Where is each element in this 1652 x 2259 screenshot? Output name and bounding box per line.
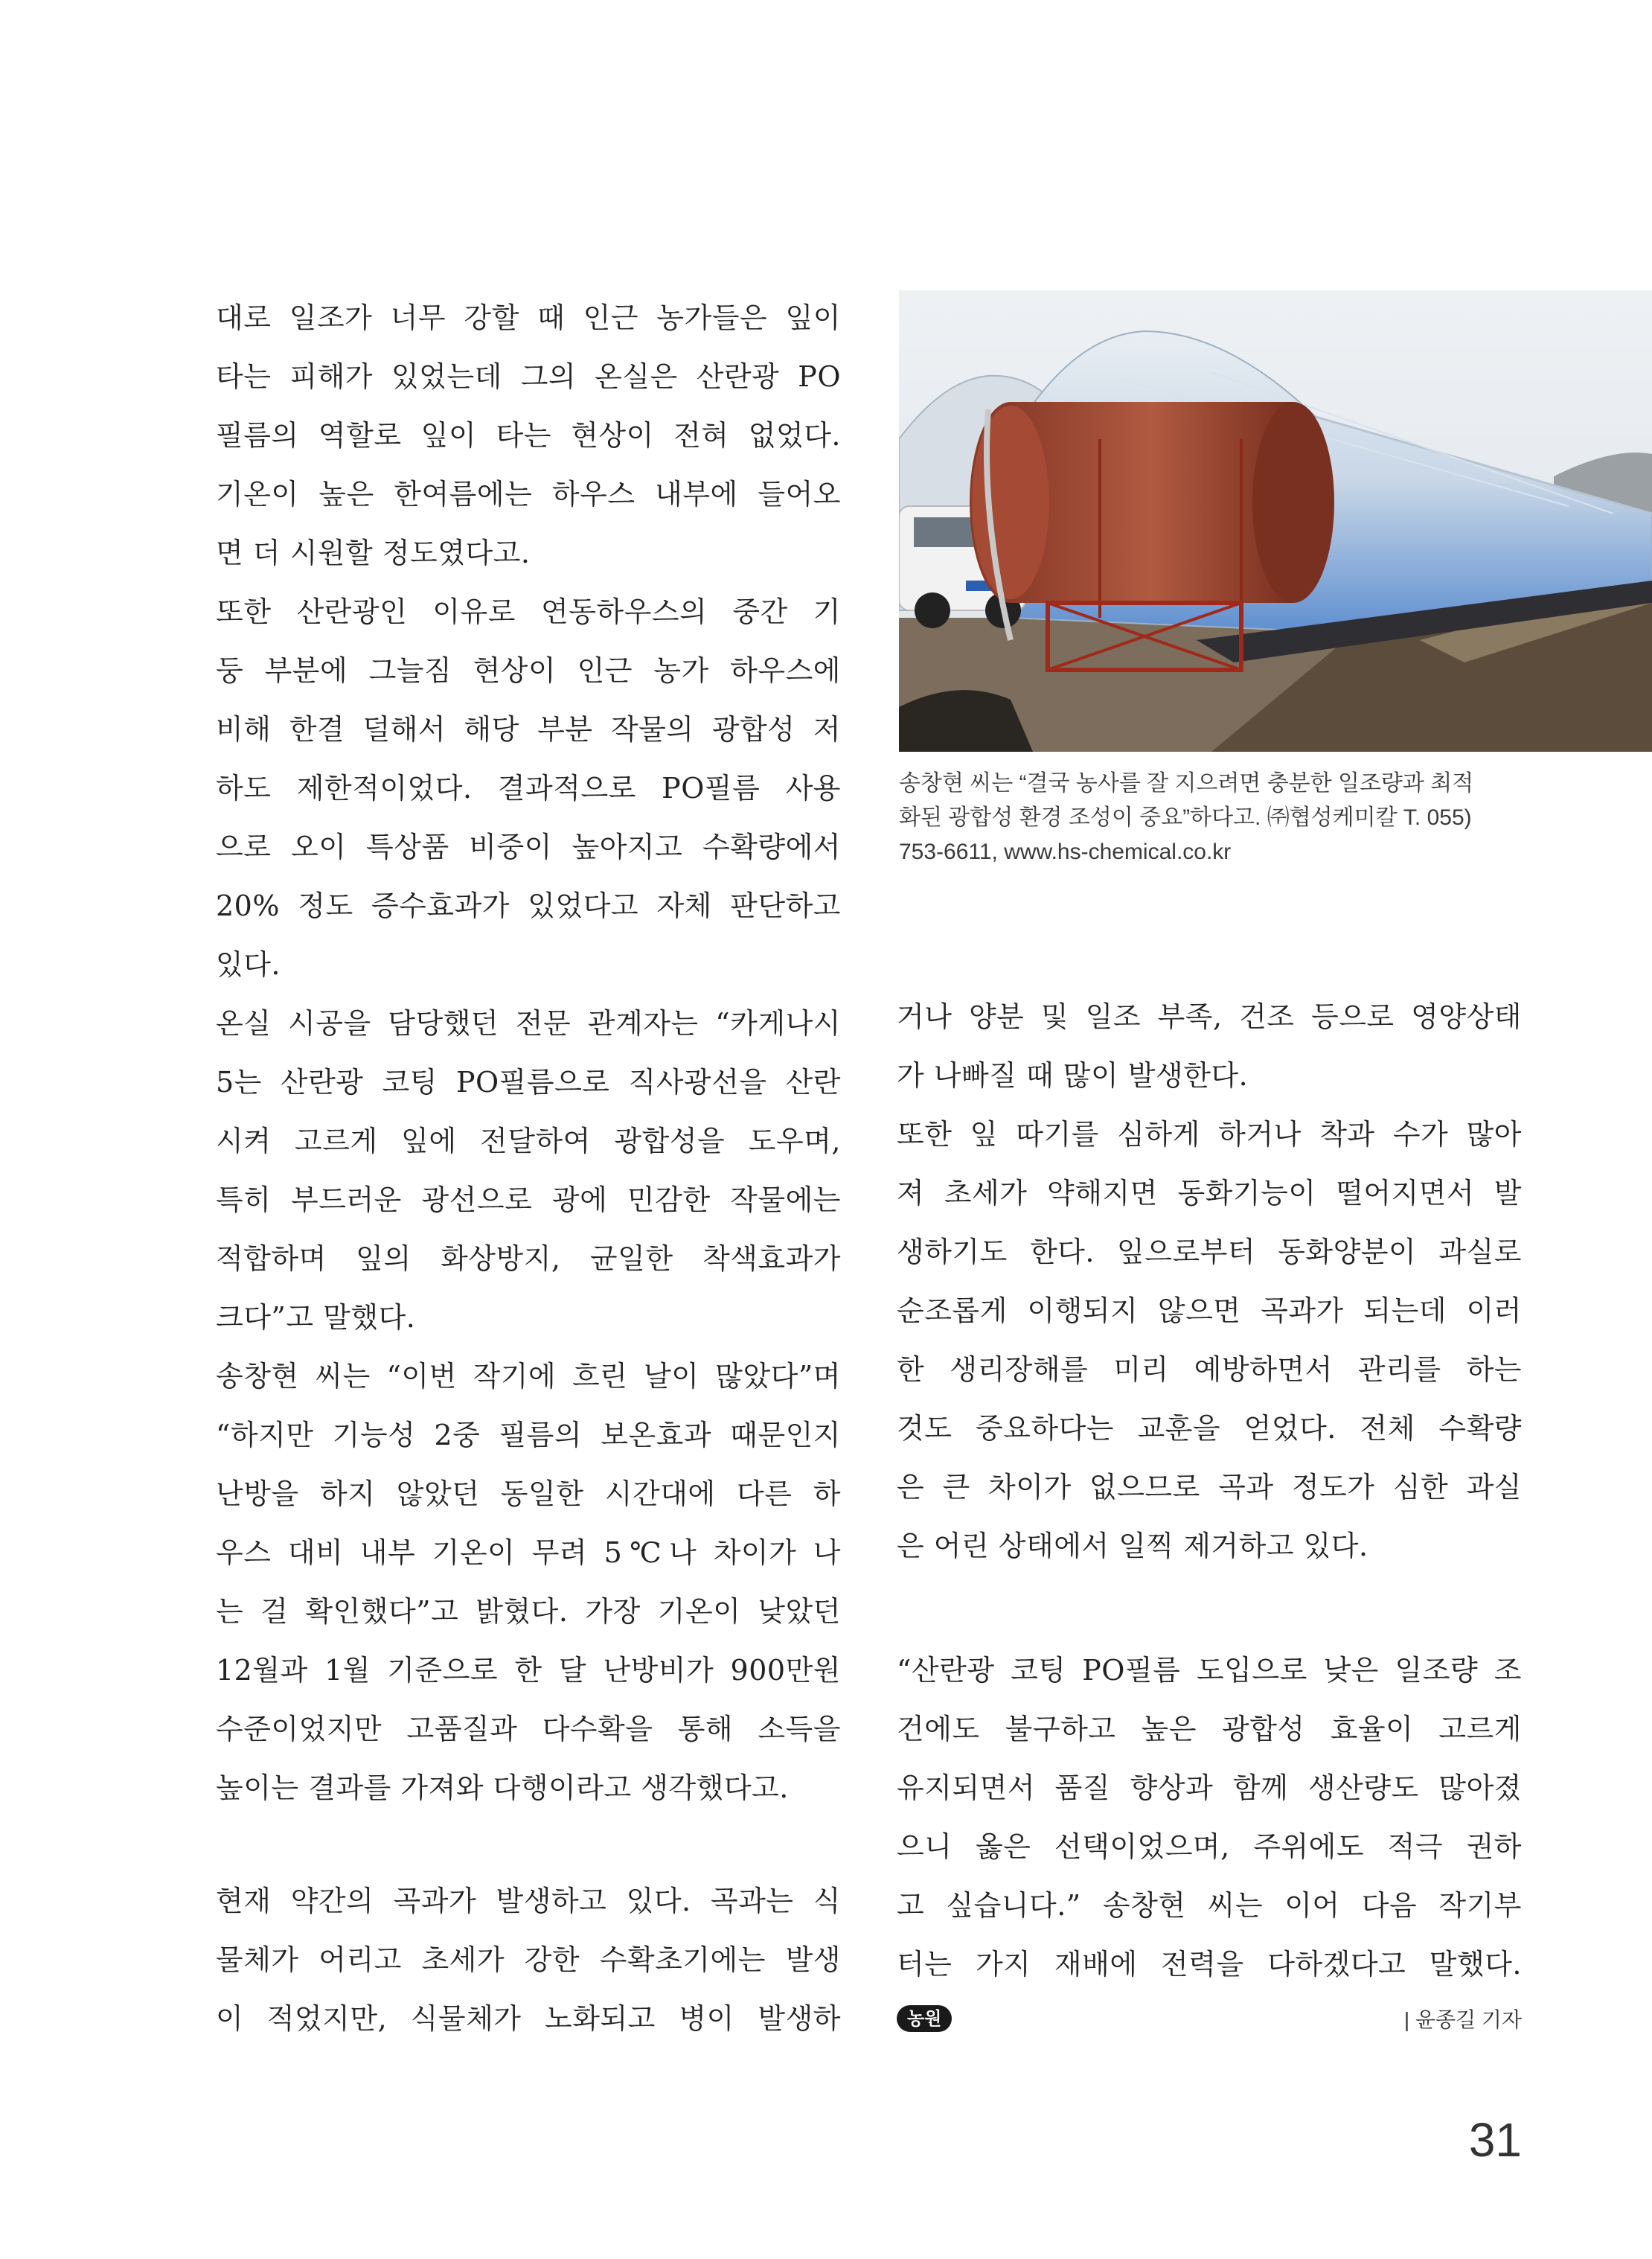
right-column-bottom [897,1641,1522,1994]
text-line: 시켜 고르게 잎에 전달하여 광합성을 도우며, [216,1125,841,1157]
photo-caption [899,767,1539,869]
text-line: 난방을 하지 않았던 동일한 시간대에 다른 하 [216,1477,841,1510]
caption-line: 753-6611, www.hs-chemical.co.kr [899,840,1232,864]
text-line: 특히 부드러운 광선으로 광에 민감한 작물에는 [216,1183,841,1216]
text-line: 으니 옳은 선택이었으며, 주위에도 적극 권하 [897,1830,1522,1863]
text-line: 높이는 결과를 가져와 다행이라고 생각했다고. [216,1771,789,1804]
text-line: 비해 한결 덜해서 해당 부분 작물의 광합성 저 [216,713,841,746]
text-line: 하도 제한적이었다. 결과적으로 PO필름 사용 [216,772,841,805]
text-line: “산란광 코팅 PO필름 도입으로 낮은 일조량 조 [897,1654,1522,1687]
text-line: 면 더 시원할 정도였다고. [216,537,531,569]
text-line: 순조롭게 이행되지 않으면 곡과가 되는데 이러 [897,1294,1522,1327]
text-line: 20% 정도 증수효과가 있었다고 자체 판단하고 [216,889,841,922]
byline: | 윤종길 기자 [1403,2008,1522,2031]
text-line: 유지되면서 품질 향상과 함께 생산량도 많아졌 [897,1771,1522,1804]
text-line: 고 싶습니다.” 송창현 씨는 이어 다음 작기부 [897,1889,1522,1922]
text-line: 타는 피해가 있었는데 그의 온실은 산란광 PO [216,360,841,393]
text-line: 거나 양분 및 일조 부족, 건조 등으로 영양상태 [897,1000,1522,1033]
caption-line: 송창현 씨는 “결국 농사를 잘 지으려면 충분한 일조량과 최적 [899,771,1474,796]
text-line: 또한 잎 따기를 심하게 하거나 착과 수가 많아 [897,1118,1522,1151]
left-column-bottom [216,1872,841,2048]
greenhouse-image [899,290,1652,752]
text-line: 대로 일조가 너무 강할 때 인근 농가들은 잎이 [216,301,841,334]
text-line: 는 걸 확인했다”고 밝혔다. 가장 기온이 낮았던 [216,1595,841,1628]
text-line: 5는 산란광 코팅 PO필름으로 직사광선을 산란 [216,1066,841,1099]
text-line: 은 어린 상태에서 일찍 제거하고 있다. [897,1530,1368,1562]
text-line: 터는 가지 재배에 전력을 다하겠다고 말했다. [897,1948,1522,1981]
text-line: 은 큰 차이가 없으므로 곡과 정도가 심한 과실 [897,1471,1522,1504]
text-line: 필름의 역할로 잎이 타는 현상이 전혀 없었다. [216,419,841,452]
text-line: 기온이 높은 한여름에는 하우스 내부에 들어오 [216,478,841,511]
text-line: 우스 대비 내부 기온이 무려 5℃나 차이가 나 [216,1536,841,1569]
text-line: 건에도 불구하고 높은 광합성 효율이 고르게 [897,1713,1522,1745]
text-line: 한 생리장해를 미리 예방하면서 관리를 하는 [897,1353,1522,1386]
text-line: 생하기도 한다. 잎으로부터 동화양분이 과실로 [897,1236,1522,1268]
left-column-top [216,289,841,1818]
text-line: 으로 오이 특상품 비중이 높아지고 수확량에서 [216,831,841,863]
page-number: 31 [1468,2113,1522,2167]
right-column-top [897,988,1522,1576]
text-line: 크다”고 말했다. [216,1301,416,1334]
text-line: 송창현 씨는 “이번 작기에 흐린 날이 많았다”며 [216,1360,841,1393]
text-line: 이 적었지만, 식물체가 노화되고 병이 발생하 [216,2002,841,2035]
text-line: 져 초세가 약해지면 동화기능이 떨어지면서 발 [897,1177,1522,1210]
text-line: 가 나빠질 때 많이 발생한다. [897,1059,1249,1092]
text-line: 둥 부분에 그늘짐 현상이 인근 농가 하우스에 [216,654,841,687]
text-line: 또한 산란광인 이유로 연동하우스의 중간 기 [216,595,841,628]
text-line: 것도 중요하다는 교훈을 얻었다. 전체 수확량 [897,1412,1522,1445]
text-line: 12월과 1월 기준으로 한 달 난방비가 900만원 [216,1654,841,1687]
caption-line: 화된 광합성 환경 조성이 중요”하다고. ㈜협성케미칼 T. 055) [899,805,1472,830]
text-line: 수준이었지만 고품질과 다수확을 통해 소득을 [216,1713,841,1745]
text-line: 물체가 어리고 초세가 강한 수확초기에는 발생 [216,1943,841,1976]
text-line: 온실 시공을 담당했던 전문 관계자는 “카게나시 [216,1007,841,1040]
text-line: 있다. [216,948,281,981]
section-tag: 농원 [897,2005,952,2032]
text-line: “하지만 기능성 2중 필름의 보온효과 때문인지 [216,1419,841,1451]
greenhouse-photo [899,290,1652,752]
text-line: 현재 약간의 곡과가 발생하고 있다. 곡과는 식 [216,1885,841,1917]
text-line: 적합하며 잎의 화상방지, 균일한 착색효과가 [216,1242,841,1275]
